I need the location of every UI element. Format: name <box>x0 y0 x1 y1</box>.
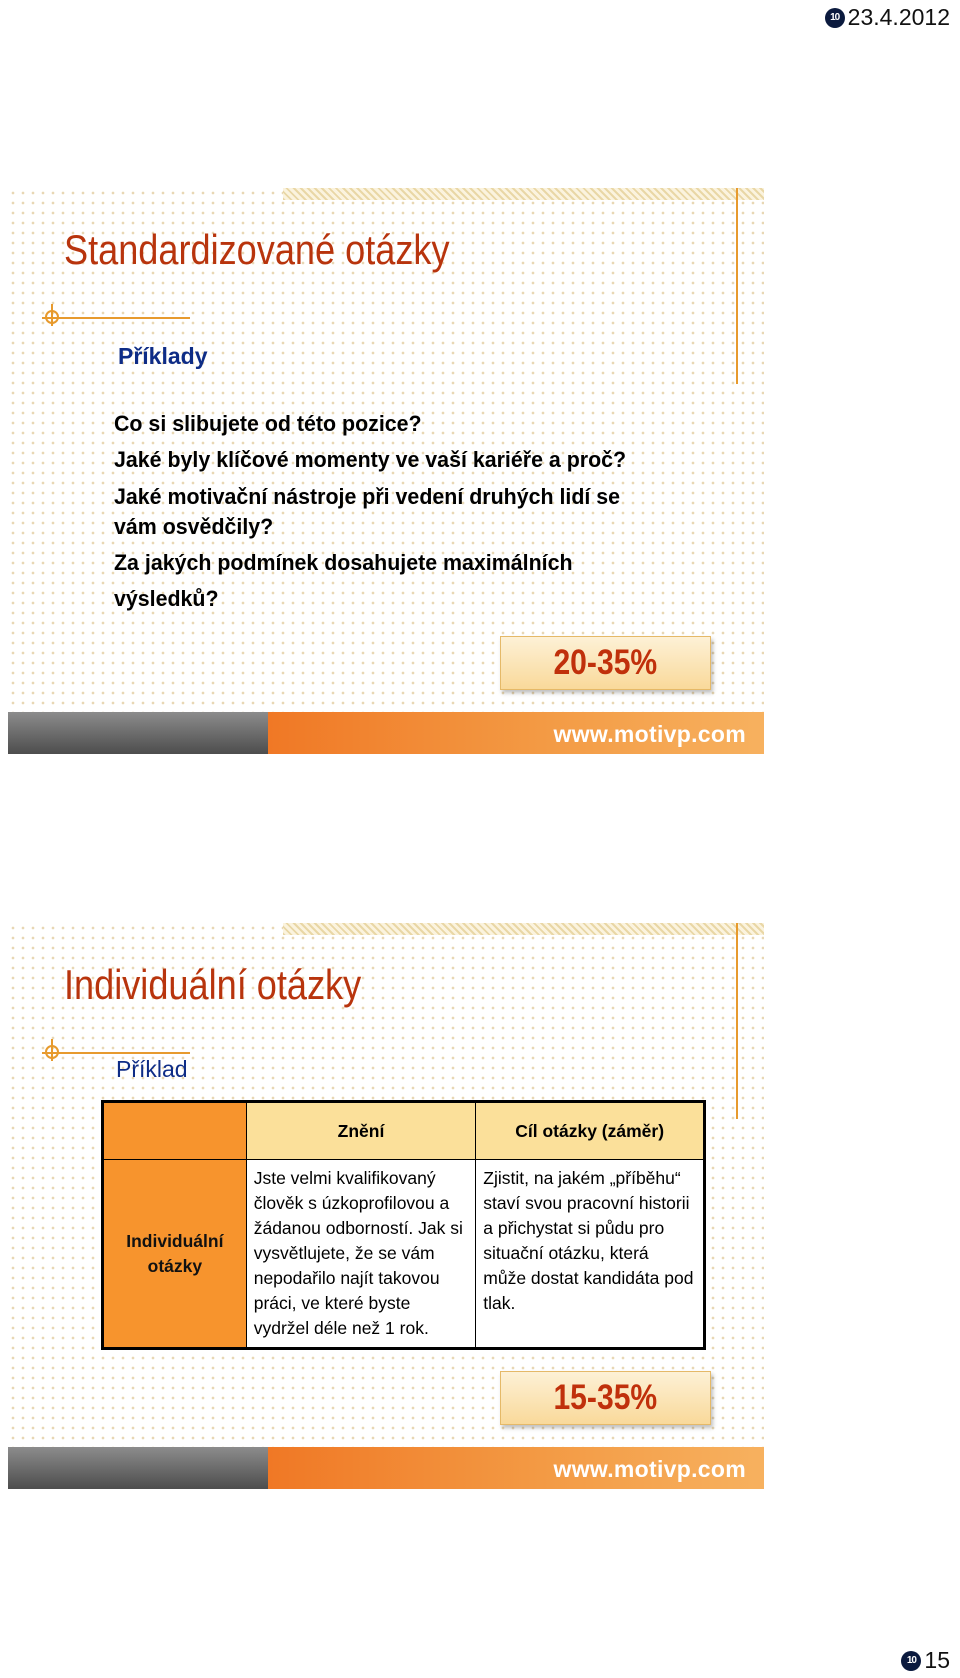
question-list <box>114 406 674 617</box>
slide-title: Individuální otázky <box>64 961 362 1008</box>
footer-orange-band <box>268 712 764 754</box>
row-header: Individuální otázky <box>103 1160 247 1349</box>
decorative-band <box>283 188 764 200</box>
table-header-row <box>103 1102 705 1160</box>
table-row <box>103 1160 705 1349</box>
list-item: Jaké motivační nástroje při vedení druhých lidí se vám osvědčily? <box>114 484 621 539</box>
percentage-value: 15-35% <box>553 1378 658 1417</box>
slide-individual-questions <box>8 923 764 1489</box>
decorative-vertical-line <box>736 923 738 1119</box>
slide-standardized-questions <box>8 188 764 754</box>
page-number <box>901 1647 950 1674</box>
slide-title: Standardizované otázky <box>64 226 450 273</box>
subheading: Příklad <box>116 1056 188 1082</box>
header-date <box>825 4 950 31</box>
logo-badge-icon: 10 <box>901 1651 921 1671</box>
decorative-horizontal-line <box>42 317 190 319</box>
footer-url: www.motivp.com <box>553 721 746 747</box>
crosshair-stem <box>51 304 53 326</box>
percentage-value: 20-35% <box>553 643 658 682</box>
footer-orange-band <box>268 1447 764 1489</box>
column-header-wording: Znění <box>246 1102 476 1160</box>
decorative-horizontal-line <box>42 1052 190 1054</box>
list-item: Jaké byly klíčové momenty ve vaší kariéře a proč? <box>114 447 627 472</box>
percentage-box <box>500 636 711 690</box>
decorative-band <box>283 923 764 935</box>
decorative-vertical-line <box>736 188 738 384</box>
crosshair-stem <box>51 1039 53 1061</box>
cell-wording: Jste velmi kvalifikovaný člověk s úzkoprofilovou a žádanou odborností. Jak si vysvětlujete, že se vám nepodařilo najít takovou práci, ve které byste vydržel déle než 1 rok. <box>246 1160 476 1349</box>
logo-badge-icon: 10 <box>825 8 845 28</box>
percentage-box <box>500 1371 711 1425</box>
slide-footer <box>8 712 764 754</box>
footer-url: www.motivp.com <box>553 1456 746 1482</box>
list-item: Za jakých podmínek dosahujete maximálních výsledků? <box>114 550 573 611</box>
subheading: Příklady <box>118 343 208 369</box>
footer-grey-band <box>8 1447 268 1489</box>
example-table <box>101 1100 706 1350</box>
column-header-goal: Cíl otázky (záměr) <box>476 1102 705 1160</box>
page-number-text: 15 <box>924 1647 950 1673</box>
slide-footer <box>8 1447 764 1489</box>
table-corner-cell <box>103 1102 247 1160</box>
footer-grey-band <box>8 712 268 754</box>
cell-goal: Zjistit, na jakém „příběhu“ staví svou pracovní historii a přichystat si půdu pro situační otázku, která může dostat kandidáta pod tlak. <box>476 1160 705 1349</box>
list-item: Co si slibujete od této pozice? <box>114 411 422 436</box>
date-text: 23.4.2012 <box>847 4 950 30</box>
